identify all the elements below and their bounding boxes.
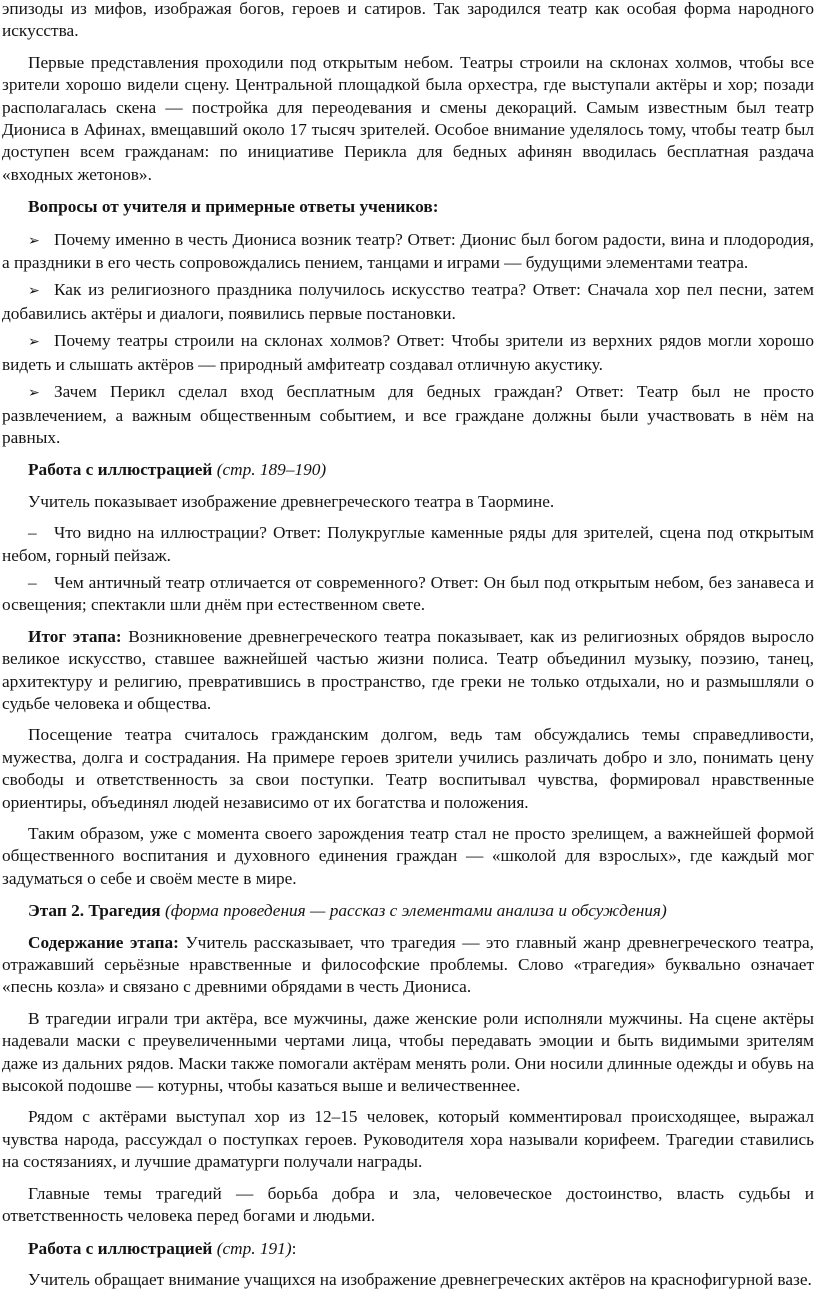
question-text: Почему именно в честь Диониса возник театр? Ответ: Дионис был богом радости, вина и плодородия, а праздники в его честь сопровождались пением, танцами и играми — будущими элементами театра.	[2, 229, 814, 273]
illustration-heading-pages: (стр. 191)	[216, 1238, 292, 1258]
paragraph-first-shows: Первые представления проходили под открытым небом. Театры строили на склонах холмов, чтобы все зрители хорошо видели сцену. Центральной площадкой была орхестра, где выступали актёры и хор; позади располагалась скена — постройка для переодевания и смены декораций. Самым известным был театр Диониса в Афинах, вмещавший около 17 тысяч зрителей. Особое внимание уделялось тому, чтобы театр был доступен всем гражданам: по инициативе Перикла для бедных афинян вводилась бесплатная раздача «входных жетонов».	[2, 52, 814, 184]
stage-content-label: Содержание этапа:	[28, 932, 179, 952]
illustration-question-text: Чем античный театр отличается от современного? Ответ: Он был под открытым небом, без занавеса и освещения; спектакли шли днём при естественном свете.	[2, 572, 814, 615]
illustration-question-item	[2, 522, 814, 567]
illustration-question-item	[2, 572, 814, 617]
question-item	[2, 279, 814, 325]
paragraph-stage-content	[2, 932, 814, 999]
paragraph-conclusion: Таким образом, уже с момента своего зарождения театр стал не просто зрелищем, а важнейшей формой общественного воспитания и духовного единения граждан — «школой для взрослых», где каждый мог задуматься о себе и своём месте в мире.	[2, 824, 814, 888]
summary-text: Возникновение древнегреческого театра показывает, как из религиозных обрядов выросло великое искусство, ставшее важнейшей частью жизни полиса. Театр объединил музыку, поэзию, танец, архитектуру и религию, превратившись в пространство, где греки не только отдыхали, но и размышляли о судьбе человека и общества.	[2, 626, 814, 713]
paragraph-themes: Главные темы трагедий — борьба добра и зла, человеческое достоинство, власть судьбы и ответственность человека перед богами и людьми.	[2, 1183, 814, 1226]
dash-bullet: –	[28, 572, 37, 592]
illustration-question-text: Что видно на иллюстрации? Ответ: Полукруглые каменные ряды для зрителей, сцена под открытым небом, горный пейзаж.	[2, 523, 814, 565]
questions-heading-text: Вопросы от учителя и примерные ответы учеников:	[28, 197, 439, 217]
paragraph-intro-end: эпизоды из мифов, изображая богов, героев и сатиров. Так зародился театр как особая форма народного искусства.	[2, 0, 814, 41]
stage2-form: (форма проведения — рассказ с элементами анализа и обсуждения)	[164, 901, 667, 921]
dash-bullet: –	[28, 523, 37, 543]
question-item	[2, 229, 814, 275]
summary-label: Итог этапа:	[28, 626, 122, 646]
question-text: Почему театры строили на склонах холмов? Ответ: Чтобы зрители из верхних рядов могли хорошо видеть и слышать актёров — природный амфитеатр создавал отличную акустику.	[2, 331, 814, 374]
arrow-bullet-icon: ➢	[28, 334, 40, 351]
stage2-label: Этап 2. Трагедия	[28, 901, 161, 921]
stage2-heading	[2, 900, 814, 922]
questions-heading	[2, 196, 814, 218]
illustration-heading-colon: :	[291, 1238, 297, 1258]
question-item	[2, 330, 814, 376]
illustration-heading-label: Работа с иллюстрацией	[28, 1238, 213, 1258]
illustration-heading-label: Работа с иллюстрацией	[28, 460, 213, 480]
stage-content-text: Учитель рассказывает, что трагедия — это главный жанр древнегреческого театра, отражавший серьёзные нравственные и философские проблемы. Слово «трагедия» буквально означает «песнь козла» и связано с древними обрядами в честь Диониса.	[2, 932, 814, 997]
paragraph-chorus: Рядом с актёрами выступал хор из 12–15 человек, который комментировал происходящее, выражал чувства народа, рассуждал о поступках героев. Руководителя хора называли корифеем. Трагедии ставились на состязаниях, и лучшие драматурги получали награды.	[2, 1107, 814, 1172]
arrow-bullet-icon: ➢	[28, 283, 40, 300]
question-text: Зачем Перикл сделал вход бесплатным для бедных граждан? Ответ: Театр был не просто развлечением, а важным общественным событием, и все граждане должны были участвовать в нём на равных.	[2, 382, 814, 447]
paragraph-vase: Учитель обращает внимание учащихся на изображение древнегреческих актёров на краснофигурной вазе.	[28, 1269, 812, 1289]
paragraph-summary	[2, 626, 814, 716]
illustration-heading-2	[2, 1238, 814, 1260]
paragraph-three-actors: В трагедии играли три актёра, все мужчины, даже женские роли исполняли мужчины. На сцене актёры надевали маски с преувеличенными чертами лица, чтобы передавать эмоции и быть видимыми зрителям даже из дальних рядов. Маски также помогали актёрам менять роли. Они носили длинные одежды и обувь на высокой подошве — котурны, чтобы казаться выше и величественнее.	[2, 1008, 814, 1096]
question-item	[2, 381, 814, 449]
arrow-bullet-icon: ➢	[28, 385, 40, 402]
paragraph-teacher-shows: Учитель показывает изображение древнегреческого театра в Таормине.	[28, 491, 555, 511]
arrow-bullet-icon: ➢	[28, 232, 40, 249]
illustration-heading-1	[2, 459, 814, 481]
question-text: Как из религиозного праздника получилось искусство театра? Ответ: Сначала хор пел песни, затем добавились актёры и диалоги, появились первые постановки.	[2, 280, 814, 323]
paragraph-civic-duty: Посещение театра считалось гражданским долгом, ведь там обсуждались темы справедливости, мужества, долга и сострадания. На примере героев зрители учились различать добро и зло, понимать цену свободы и ответственность за свои поступки. Театр воспитывал чувства, формировал нравственные ориентиры, объединял людей независимо от их богатства и положения.	[2, 725, 814, 812]
illustration-heading-pages: (стр. 189–190)	[216, 460, 327, 480]
